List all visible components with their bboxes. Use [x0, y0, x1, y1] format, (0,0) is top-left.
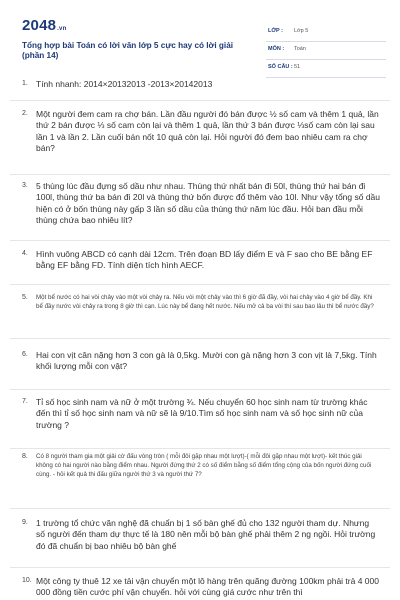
- question-text: 1 trường tổ chức văn nghệ đã chuẩn bị 1 số bàn ghế đủ cho 132 người tham dự. Nhưng số người đến tham dự thực tế là 180 nên mỗi bộ bàn ghế phải thêm 2 ng ngồi. Hỏi trường đó đã chuẩn bị bao nhiêu bộ bàn ghế: [36, 518, 376, 551]
- meta-value: Lớp 5: [294, 28, 309, 34]
- question-item: [10, 80, 390, 101]
- question-text: Có 8 người tham gia một giải cờ đấu vòng tròn ( mỗi đôi gặp nhau một lượt)-( mỗi đôi gặp nhau một lượt)- kết thúc giải không có hai người nào bằng điểm nhau. Người đứng thứ 2 có số điểm bằng số điểm tổng cộng của bốn người đứng cuối cùng. - hỏi kết quả thi đấu giữa người thứ 3 và người thứ 7?: [36, 453, 372, 479]
- meta-label: LỚP :: [268, 28, 283, 34]
- meta-label: MÔN :: [268, 46, 285, 52]
- question-item: [10, 453, 390, 509]
- question-text: Một bể nước có hai vòi chảy vào một vòi chảy ra. Nếu vòi một chảy vào thì 6 giờ đã đầy, vòi hai chảy vào 4 giờ bể đầy. Khi bể đầy nước vòi chảy ra trong 8 giờ thì cạn. Lúc này bể đang hết nước. Nếu mở cả ba vòi thì sau bao lâu thì bể nước đầy?: [36, 294, 374, 311]
- question-number: 3.: [22, 182, 28, 189]
- question-item: [10, 110, 390, 175]
- question-item: [10, 250, 390, 285]
- question-number: 8.: [22, 453, 28, 460]
- question-item: [10, 182, 390, 241]
- question-number: 5.: [22, 294, 28, 301]
- meta-value: 51: [294, 64, 301, 70]
- meta-row-grade: [266, 24, 386, 42]
- logo-suffix: .vn: [57, 26, 67, 32]
- question-text: Một người đem cam ra chợ bán. Lần đầu người đó bán được ½ số cam và thêm 1 quả, lần thứ 2 bán được ⅓ số cam còn lại và thêm 1 quả, lần thứ 3 bán được ⅓số cam còn lại sau lần 1 và lần 2. Lần cuối bán nốt 10 quả còn lại. Hỏi người đó đem bao nhiêu cam ra chợ bán?: [36, 109, 379, 153]
- question-text: Hình vuông ABCD có cạnh dài 12cm. Trên đoạn BD lấy điểm E và F sao cho BE bằng EF bằng EF bằng FD. Tính diện tích hình AECF.: [36, 249, 373, 271]
- question-text: Hai con vịt cân nặng hơn 3 con gà là 0,5kg. Mười con gà nặng hơn 3 con vịt là 7,5kg. Tính khối lượng mỗi con vật?: [36, 350, 377, 372]
- meta-label: SỐ CÂU :: [268, 64, 293, 70]
- question-text: 5 thùng lúc đầu đựng số dầu như nhau. Thùng thứ nhất bán đi 50l, thùng thứ hai bán đi 100l, thùng thứ ba bán đi 20l và thùng thứ bốn được đổ thêm vào 10l. Như vậy tổng số dầu hiện có ở bốn thùng này gấp 3 lần số dầu của thùng thứ năm lúc đầu. Hỏi ban đầu mỗi thùng chứa bao nhiêu lít?: [36, 181, 381, 225]
- question-number: 4.: [22, 250, 28, 257]
- question-item: [10, 577, 390, 600]
- question-number: 9.: [22, 519, 28, 526]
- meta-row-count: [266, 60, 386, 78]
- meta-info: [266, 24, 386, 78]
- logo-text: 2048: [22, 17, 57, 34]
- question-number: 1.: [22, 80, 28, 87]
- question-item: [10, 351, 390, 390]
- question-item: [10, 398, 390, 449]
- question-text: Tỉ số học sinh nam và nữ ở một trường ¾. Nếu chuyển 60 học sinh nam từ trường khác đến thì tỉ số học sinh nam và nữ sẽ là 9/10.Tìm số học sinh nam và số học sinh nữ của trường ?: [36, 397, 368, 430]
- question-number: 2.: [22, 110, 28, 117]
- meta-value: Toán: [294, 46, 306, 52]
- page-title: Tổng hợp bài Toán có lời văn lớp 5 cực hay có lời giải (phần 14): [22, 41, 234, 60]
- question-item: [10, 519, 390, 568]
- meta-row-subject: [266, 42, 386, 60]
- document-header: [10, 12, 390, 72]
- question-item: [10, 294, 390, 339]
- question-number: 7.: [22, 398, 28, 405]
- question-number: 10.: [22, 577, 32, 584]
- question-text: Một công ty thuê 12 xe tải vận chuyển một lô hàng trên quãng đường 100km phải trả 4 000 000 đồng tiền cước phí vận chuyển. hỏi với cùng giá cước như trên thì: [36, 576, 379, 598]
- site-logo[interactable]: [22, 17, 66, 34]
- question-number: 6.: [22, 351, 28, 358]
- question-text: Tính nhanh: 2014×20132013 -2013×20142013: [36, 79, 213, 89]
